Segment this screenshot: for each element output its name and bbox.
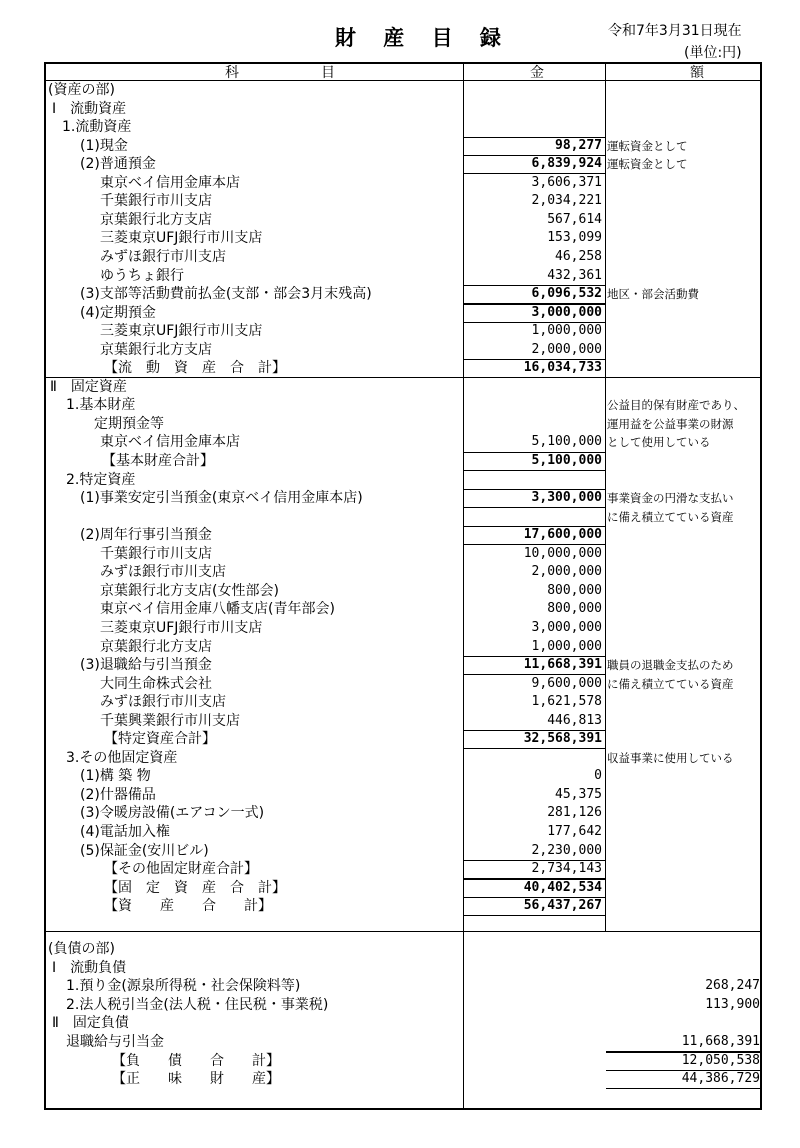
asset-row-amount: 800,000 <box>547 582 602 598</box>
asset-row-amount: 3,606,371 <box>531 174 602 190</box>
asset-row-amount: 432,361 <box>547 267 602 283</box>
amount-cell-rule <box>463 452 605 453</box>
asset-row-label: 三菱東京UFJ銀行市川支店 <box>100 323 263 340</box>
asset-row-amount: 3,000,000 <box>531 619 602 635</box>
liability-row-label: 退職給与引当金 <box>66 1034 164 1050</box>
note-column-divider <box>605 62 606 932</box>
asset-row-label: (3)支部等活動費前払金(支部・部会3月末残高) <box>80 286 372 303</box>
asset-row-label: Ⅱ 固定資産 <box>50 378 127 395</box>
asset-row-amount: 2,034,221 <box>531 193 602 209</box>
liability-row-amount: 44,386,729 <box>681 1071 760 1087</box>
liability-row-amount: 268,247 <box>705 978 760 994</box>
asset-row-amount: 2,734,143 <box>531 861 602 877</box>
asset-row-amount: 0 <box>594 768 602 784</box>
asset-row-note: 運用益を公益事業の財源 <box>607 416 734 431</box>
asset-row-label: 【資 産 合 計】 <box>104 898 272 915</box>
amount-cell-rule <box>463 359 605 360</box>
asset-row-label: 2.特定資産 <box>66 471 136 488</box>
asset-row-note: として使用している <box>607 435 711 450</box>
asset-row-note: 事業資金の円滑な支払い <box>607 491 734 506</box>
liability-row-amount: 11,668,391 <box>681 1034 760 1049</box>
asset-row-label: Ⅰ 流動資産 <box>52 100 127 117</box>
amount-cell-rule <box>463 304 605 305</box>
document-title: 財 産 目 録 <box>335 26 511 50</box>
amount-cell-rule <box>463 526 605 527</box>
asset-row-amount: 46,258 <box>555 248 602 264</box>
asset-row-label: 千葉銀行市川支店 <box>100 545 212 562</box>
asset-row-amount: 6,096,532 <box>531 286 602 302</box>
asset-row-label: (1)事業安定引当預金(東京ベイ信用金庫本店) <box>80 490 363 507</box>
asset-row-label: (3)令暖房設備(エアコン一式) <box>80 805 265 822</box>
amount-cell-rule <box>463 285 605 286</box>
amount-cell-rule <box>463 879 605 880</box>
amount-cell-rule <box>463 470 605 471</box>
asset-row-label: 定期預金等 <box>94 415 164 432</box>
asset-row-note: 運転資金として <box>607 138 688 153</box>
asset-row-amount: 6,839,924 <box>531 156 602 172</box>
asset-row-amount: 2,000,000 <box>531 341 602 357</box>
asset-row-label: 1.基本財産 <box>66 397 136 414</box>
liability-row-label: 2.法人税引当金(法人税・住民税・事業税) <box>66 996 329 1013</box>
amount-cell-rule <box>463 155 605 156</box>
asset-row-label: みずほ銀行市川支店 <box>100 564 226 581</box>
asset-row-amount: 5,100,000 <box>531 453 602 468</box>
asset-row-amount: 3,000,000 <box>531 304 602 320</box>
asset-row-label: (3)退職給与引当預金 <box>80 657 212 674</box>
asset-row-amount: 5,100,000 <box>531 434 602 450</box>
asset-row-label: 京葉銀行北方支店 <box>100 211 212 228</box>
asset-row-label: 三菱東京UFJ銀行市川支店 <box>100 230 263 247</box>
asset-row-note: 地区・部会活動費 <box>607 287 699 302</box>
amount-cell-rule <box>463 137 605 138</box>
asset-row-amount: 281,126 <box>547 805 602 821</box>
currency-unit: (単位:円) <box>684 45 742 61</box>
asset-row-note: 運転資金として <box>607 157 688 172</box>
asset-row-label: 1.流動資産 <box>62 119 132 136</box>
asset-row-amount: 2,000,000 <box>531 564 602 580</box>
asset-row-label: 【基本財産合計】 <box>102 453 214 469</box>
asset-row-label: みずほ銀行市川支店 <box>100 694 226 711</box>
asset-row-label: 東京ベイ信用金庫本店 <box>100 434 240 451</box>
asset-row-note: に備え積立てている資産 <box>607 676 734 691</box>
asset-row-amount: 56,437,267 <box>523 898 602 914</box>
asset-row-label: (2)什器備品 <box>80 786 156 803</box>
liability-row-label: 【負 債 合 計】 <box>112 1052 280 1069</box>
liability-row-label: 1.預り金(源泉所得税・社会保険料等) <box>66 978 301 995</box>
asset-row-label: (1)現金 <box>80 137 128 154</box>
asset-row-label: (4)電話加入権 <box>80 824 170 840</box>
asset-row-amount: 45,375 <box>555 786 602 802</box>
asset-row-label: 大同生命株式会社 <box>100 675 212 692</box>
asset-row-label: 【流 動 資 産 合 計】 <box>104 360 286 377</box>
column-header-amount: 金 額 <box>530 65 722 81</box>
liability-row-label: 【正 味 財 産】 <box>112 1071 280 1088</box>
asset-row-label: 京葉銀行北方支店 <box>100 341 212 358</box>
amount-cell-rule <box>463 897 605 898</box>
asset-row-label: 京葉銀行北方支店(女性部会) <box>100 582 279 599</box>
asset-row-label: 東京ベイ信用金庫本店 <box>100 174 240 191</box>
report-date: 令和7年3月31日現在 <box>608 23 742 39</box>
amount-cell-rule <box>463 730 605 731</box>
amount-cell-rule <box>463 860 605 861</box>
assets-liabilities-divider <box>44 931 762 932</box>
liability-amount-rule <box>606 1052 760 1053</box>
liability-row-label: (負債の部) <box>48 941 115 957</box>
amount-cell-rule <box>463 507 605 508</box>
asset-row-amount: 446,813 <box>547 712 602 728</box>
amount-cell-rule <box>463 748 605 749</box>
asset-row-amount: 177,642 <box>547 824 602 839</box>
asset-row-label: 3.その他固定資産 <box>66 749 178 766</box>
column-header-item: 科 目 <box>225 65 353 81</box>
liability-row-label: Ⅰ 流動負債 <box>52 959 127 976</box>
asset-row-amount: 153,099 <box>547 230 602 246</box>
asset-row-amount: 32,568,391 <box>523 731 602 747</box>
asset-row-note: 収益事業に使用している <box>607 750 734 765</box>
asset-row-label: 【特定資産合計】 <box>104 731 216 748</box>
asset-row-label: みずほ銀行市川支店 <box>100 248 226 265</box>
asset-row-label: (1)構 築 物 <box>80 768 151 785</box>
section-divider <box>44 377 762 378</box>
liability-row-amount: 113,900 <box>705 996 760 1012</box>
asset-row-amount: 10,000,000 <box>523 545 602 561</box>
asset-row-label: 三菱東京UFJ銀行市川支店 <box>100 619 263 636</box>
asset-row-amount: 17,600,000 <box>523 527 602 543</box>
asset-row-label: 【固 定 資 産 合 計】 <box>104 879 286 896</box>
asset-row-amount: 1,000,000 <box>531 638 602 654</box>
asset-row-amount: 800,000 <box>547 601 602 617</box>
asset-row-note: に備え積立てている資産 <box>607 509 734 524</box>
asset-row-label: 【その他固定財産合計】 <box>104 861 258 878</box>
asset-row-amount: 40,402,534 <box>523 879 602 895</box>
asset-row-label: 京葉銀行北方支店 <box>100 638 212 655</box>
asset-row-amount: 98,277 <box>555 137 602 153</box>
liability-amount-rule <box>606 1088 760 1089</box>
asset-row-label: (5)保証金(安川ビル) <box>80 842 209 859</box>
asset-row-amount: 567,614 <box>547 211 602 227</box>
amount-cell-rule <box>463 656 605 657</box>
liability-row-amount: 12,050,538 <box>681 1052 760 1068</box>
amount-cell-rule <box>463 489 605 490</box>
asset-row-label: (2)周年行事引当預金 <box>80 527 212 544</box>
asset-row-label: 東京ベイ信用金庫八幡支店(青年部会) <box>100 601 335 618</box>
asset-row-amount: 11,668,391 <box>523 657 602 673</box>
asset-row-amount: 1,000,000 <box>531 323 602 339</box>
asset-row-amount: 1,621,578 <box>531 694 602 710</box>
asset-row-amount: 9,600,000 <box>531 675 602 691</box>
liability-row-label: Ⅱ 固定負債 <box>52 1015 129 1032</box>
asset-row-amount: 16,034,733 <box>523 360 602 376</box>
asset-row-label: ゆうちょ銀行 <box>100 267 184 284</box>
amount-cell-rule <box>463 915 605 916</box>
asset-row-note: 公益目的保有財産であり、 <box>607 398 745 413</box>
asset-row-label: (4)定期預金 <box>80 304 156 321</box>
asset-row-note: 職員の退職金支払のため <box>607 658 734 673</box>
asset-row-label: 千葉銀行市川支店 <box>100 193 212 210</box>
asset-row-label: (資産の部) <box>48 82 115 98</box>
asset-row-amount: 2,230,000 <box>531 842 602 858</box>
asset-row-label: (2)普通預金 <box>80 156 156 173</box>
asset-row-label: 千葉興業銀行市川支店 <box>100 712 240 729</box>
asset-row-amount: 3,300,000 <box>531 490 602 506</box>
